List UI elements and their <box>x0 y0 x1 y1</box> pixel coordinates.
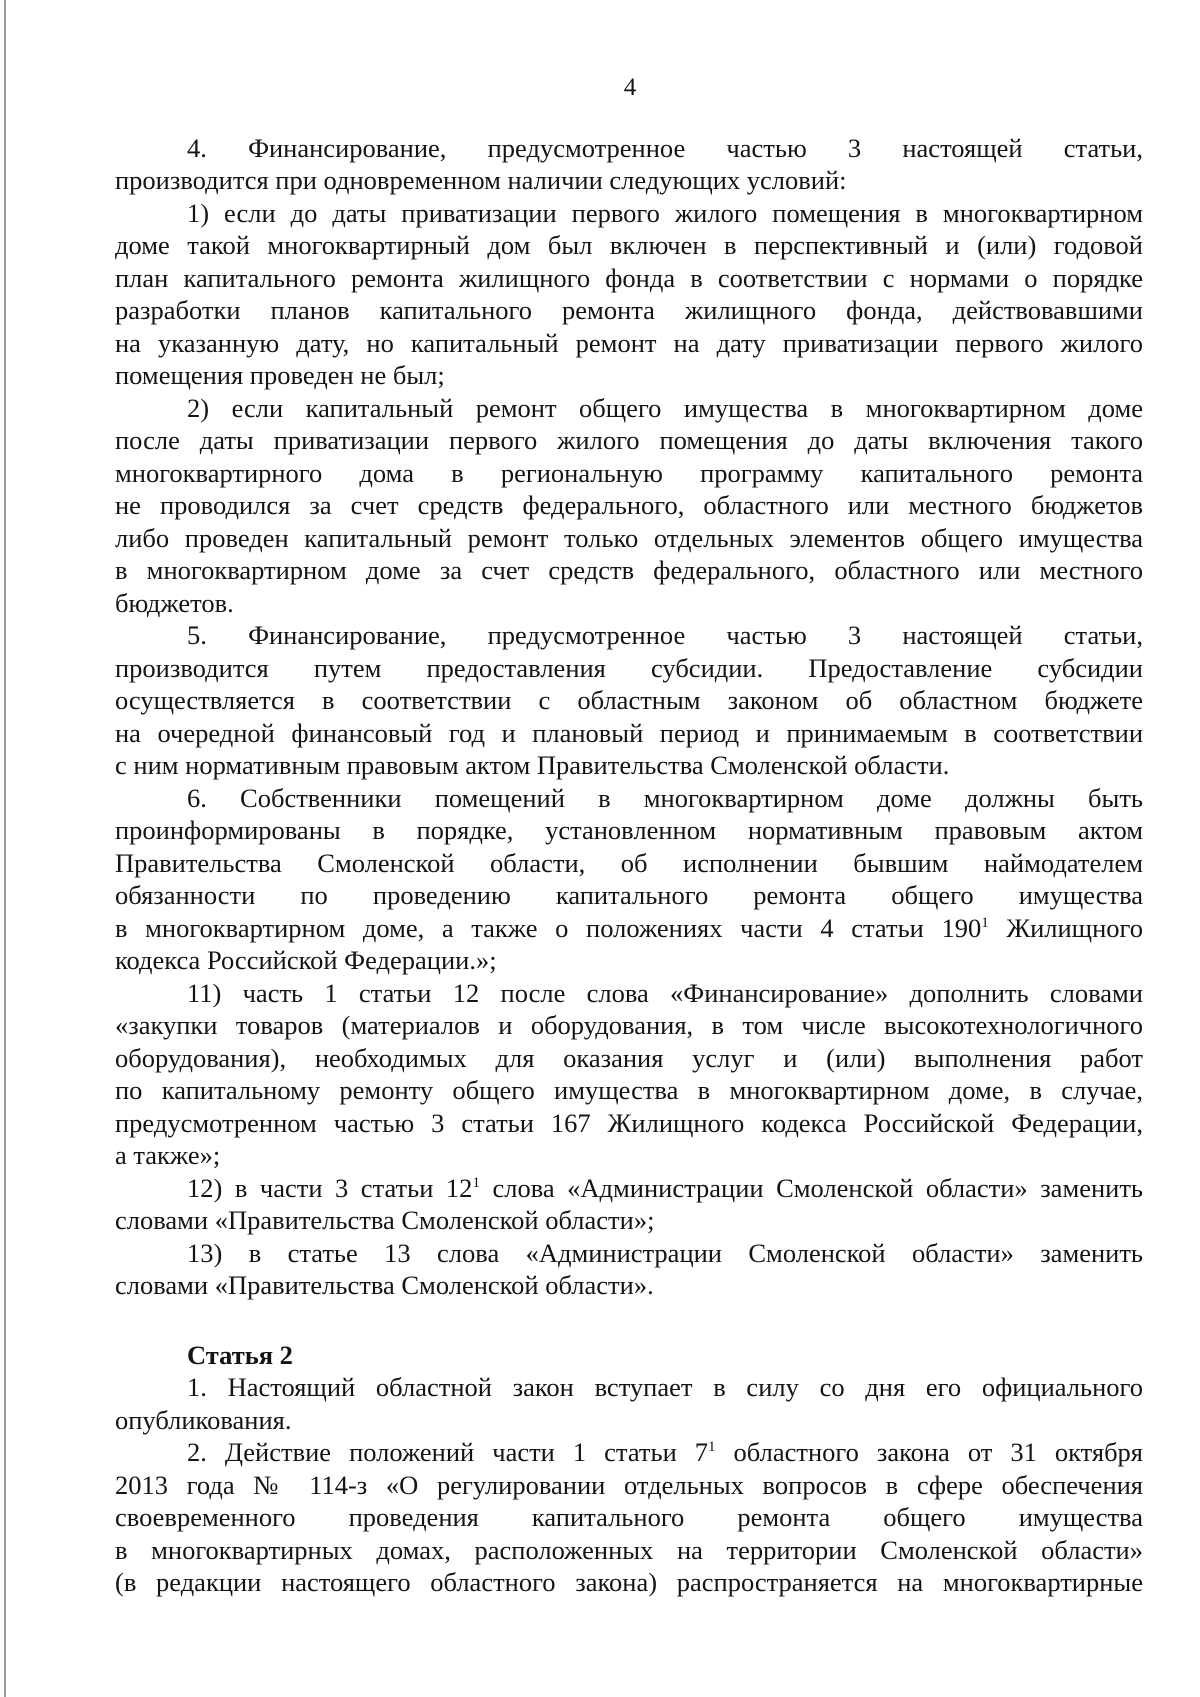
text-line: 4. Финансирование, предусмотренное частью 3 настоящей статьи, <box>187 133 1143 163</box>
text-segment: 2. Действие положений части 1 статьи 7 <box>187 1437 709 1467</box>
text-line: многоквартирного дома в региональную программу капитального ремонта <box>115 458 1143 488</box>
text-line: помещения проведен не был; <box>115 360 445 390</box>
text-line: предусмотренном частью 3 статьи 167 Жилищного кодекса Российской Федерации, <box>115 1108 1143 1138</box>
text-line: кодекса Российской Федерации.»; <box>115 945 497 975</box>
text-line: 1. Настоящий областной закон вступает в силу со дня его официального <box>187 1372 1143 1402</box>
text-line <box>187 1436 1143 1468</box>
text-line: бюджетов. <box>115 588 234 618</box>
text-line: производится при одновременном наличии следующих условий: <box>115 165 847 195</box>
text-line: по капитальному ремонту общего имущества в многоквартирном доме, в случае, <box>115 1075 1143 1105</box>
text-line: осуществляется в соответствии с областным законом об областном бюджете <box>115 685 1143 715</box>
text-line: словами «Правительства Смоленской области»; <box>115 1205 655 1235</box>
text-line: оборудования), необходимых для оказания услуг и (или) выполнения работ <box>115 1043 1143 1073</box>
superscript: 1 <box>981 915 989 931</box>
text-line: опубликования. <box>115 1405 292 1435</box>
text-line: не проводился за счет средств федерального, областного или местного бюджетов <box>115 490 1143 520</box>
text-line: на указанную дату, но капитальный ремонт на дату приватизации первого жилого <box>115 328 1143 358</box>
text-line: проинформированы в порядке, установленном нормативным правовым актом <box>115 815 1143 845</box>
article-heading: Статья 2 <box>187 1340 293 1370</box>
superscript: 1 <box>708 1439 716 1455</box>
text-line: 6. Собственники помещений в многоквартирном доме должны быть <box>187 783 1143 813</box>
text-line: доме такой многоквартирный дом был включен в перспективный и (или) годовой <box>115 230 1143 260</box>
text-line: производится путем предоставления субсидии. Предоставление субсидии <box>115 653 1143 683</box>
text-line: в многоквартирном доме за счет средств федерального, областного или местного <box>115 555 1143 585</box>
text-line: 13) в статье 13 слова «Администрации Смоленской области» заменить <box>187 1238 1143 1268</box>
text-line: 2) если капитальный ремонт общего имущества в многоквартирном доме <box>187 393 1143 423</box>
text-line: обязанности по проведению капитального ремонта общего имущества <box>115 880 1143 910</box>
text-line: словами «Правительства Смоленской области». <box>115 1270 654 1300</box>
text-line <box>187 1172 1143 1204</box>
text-line: 1) если до даты приватизации первого жилого помещения в многоквартирном <box>187 198 1143 228</box>
text-segment: слова «Администрации Смоленской области» заменить <box>479 1173 1143 1203</box>
text-line: на очередной финансовый год и плановый период и принимаемым в соответствии <box>115 718 1143 748</box>
text-line: 2013 года № 114-з «О регулировании отдельных вопросов в сфере обеспечения <box>115 1470 1143 1500</box>
text-line: своевременного проведения капитального ремонта общего имущества <box>115 1502 1143 1532</box>
text-segment: 12) в части 3 статьи 12 <box>187 1173 473 1203</box>
text-line: (в редакции настоящего областного закона) распространяется на многоквартирные <box>115 1567 1143 1597</box>
text-line: разработки планов капитального ремонта жилищного фонда, действовавшими <box>115 295 1143 325</box>
text-segment: областного закона от 31 октября <box>715 1437 1143 1467</box>
text-line: в многоквартирных домах, расположенных на территории Смоленской области» <box>115 1535 1143 1565</box>
text-line: после даты приватизации первого жилого помещения до даты включения такого <box>115 425 1143 455</box>
text-line: либо проведен капитальный ремонт только отдельных элементов общего имущества <box>115 523 1143 553</box>
text-segment: Жилищного <box>988 913 1143 943</box>
page-number: 4 <box>623 74 637 101</box>
text-segment: в многоквартирном доме, а также о положениях части 4 статьи 190 <box>115 913 982 943</box>
superscript: 1 <box>472 1175 480 1191</box>
text-line <box>115 912 1143 944</box>
text-line: 5. Финансирование, предусмотренное частью 3 настоящей статьи, <box>187 620 1143 650</box>
text-line: а также»; <box>115 1140 221 1170</box>
text-line: 11) часть 1 статьи 12 после слова «Финансирование» дополнить словами <box>187 978 1143 1008</box>
text-line: с ним нормативным правовым актом Правительства Смоленской области. <box>115 750 950 780</box>
text-line: план капитального ремонта жилищного фонда в соответствии с нормами о порядке <box>115 263 1143 293</box>
text-line: Правительства Смоленской области, об исполнении бывшим наймодателем <box>115 848 1143 878</box>
text-line: «закупки товаров (материалов и оборудования, в том числе высокотехнологичного <box>115 1010 1143 1040</box>
